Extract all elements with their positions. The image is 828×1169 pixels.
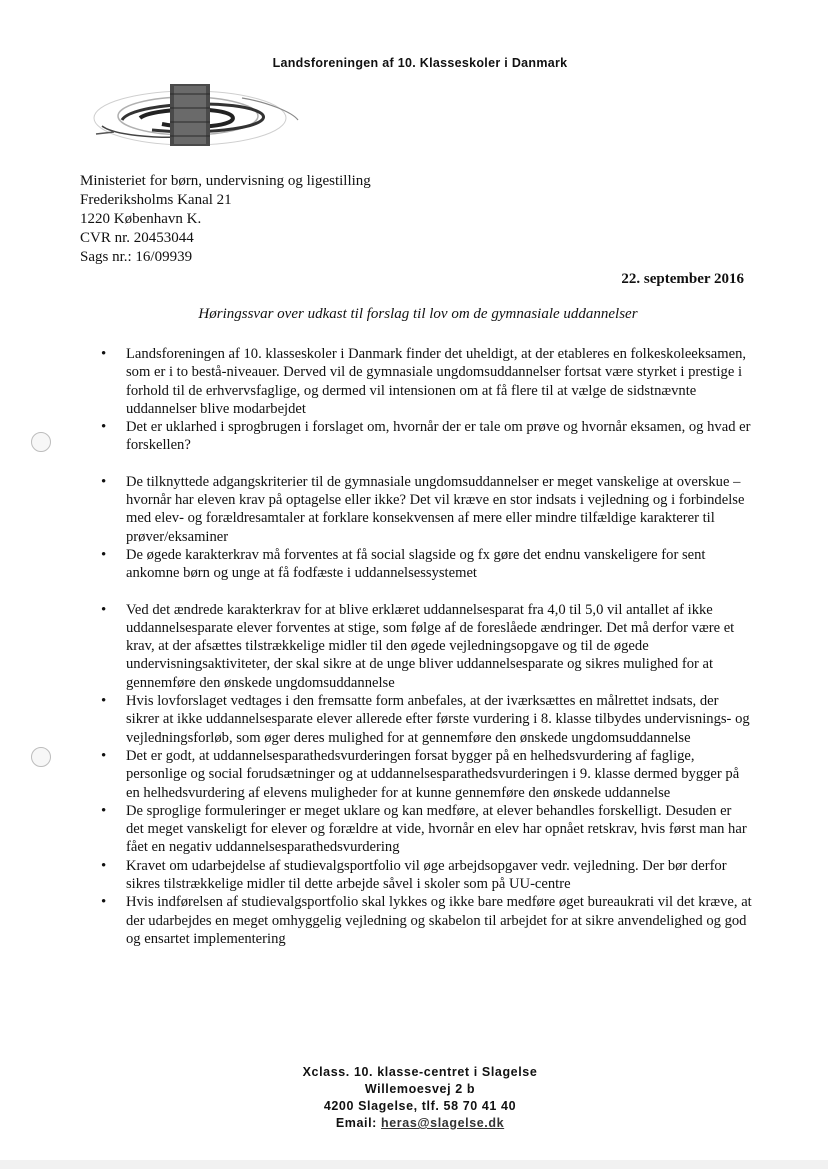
list-item: • De øgede karakterkrav må forventes at få social slagside og fx gøre det endnu vanskeligere for sent ankomne børn og unge at få fodfæste i uddannelsessystemet: [100, 546, 752, 583]
list-item: • Hvis lovforslaget vedtages i den fremsatte form anbefales, at der iværksættes en målrettet indsats, der sikrer at ikke uddannelsesparate elever allerede efter første vurdering i 8. klasse tilbydes undervisnings- og vejledningsforløb, som øger deres mulighed for at gennemføre den ønskede ungdomsuddannelse: [100, 692, 752, 747]
organization-header: Landsforeningen af 10. Klasseskoler i Danmark: [272, 56, 568, 70]
recipient-line: 1220 København K.: [80, 211, 202, 227]
letter-subject: Høringssvar over udkast til forslag til lov om de gymnasiale uddannelser: [198, 306, 638, 322]
list-item: • Landsforeningen af 10. klasseskoler i Danmark finder det uheldigt, at der etableres en folkeskoleeksamen, som er i to bestå-niveauer. Derved vil de gymnasiale ungdomsuddannelser fortsat være styrket i prestige i forhold til de erhvervsfaglige, og dermed vil intensionen om at få flere til at vælge de sidstnævnte uddannelser blive modarbejdet: [100, 345, 752, 418]
list-item: • Ved det ændrede karakterkrav for at blive erklæret uddannelsesparat fra 4,0 til 5,0 vil antallet af ikke uddannelsesparate elever forventes at stige, som følge af de foreslåede ændringer. Det må derfor være et krav, at der afsættes tilstrækkelige midler til den øgede vejledningsopgave og til de øgede undervisningsaktiviteter, der skal sikre at de unge bliver uddannelsesparate og sikres mulighed for at gennemføre den ønskede ungdomsuddannelse: [100, 601, 752, 692]
list-item: • Hvis indførelsen af studievalgsportfolio skal lykkes og ikke bare medføre øget bureaukrati vil det kræve, at der udarbejdes en meget omhyggelig vejledning og skabelon til arbejdet for at sikre anvendelighed og god og ensartet implementering: [100, 893, 752, 948]
recipient-address: [80, 172, 371, 267]
list-item: • De sproglige formuleringer er meget uklare og kan medføre, at elever behandles forskelligt. Desuden er det meget vanskeligt for elever og forældre at vide, hvornår en elev har opnået retskrav, hvis først man har fået en negativ uddannelsesparathedsvurdering: [100, 802, 752, 857]
letter-date: 22. september 2016: [621, 271, 744, 287]
list-item: • De tilknyttede adgangskriterier til de gymnasiale ungdomsuddannelser er meget vanskelige at overskue – hvornår har eleven krav på optagelse eller ikke? Det vil kræve en stor indsats i vejledning og i forbindelse med elev- og forældresamtaler at forklare konsekvensen af mere eller mindre tilfældige karakterer til prøver/eksaminer: [100, 473, 752, 546]
recipient-line: Ministeriet for børn, undervisning og ligestilling: [80, 173, 371, 189]
recipient-line: Sags nr.: 16/09939: [80, 249, 193, 265]
email-label: Email:: [335, 1116, 377, 1130]
page-bottom-edge: [0, 1160, 828, 1169]
recipient-line: Frederiksholms Kanal 21: [80, 192, 232, 208]
bullet-list: [100, 345, 752, 948]
footer-line: 4200 Slagelse, tlf. 58 70 41 40: [323, 1099, 517, 1113]
list-item: • Det er godt, at uddannelsesparathedsvurderingen forsat bygger på en helhedsvurdering af faglige, personlige og social forudsætninger og at uddannelsesparathedsvurderingen i 9. klasse dermed bygger på en helhedsvurdering af elevens muligheder for at kunne gennemføre den ønskede uddannelse: [100, 747, 752, 802]
footer-line: Willemoesvej 2 b: [364, 1082, 476, 1096]
list-item: • Kravet om udarbejdelse af studievalgsportfolio vil øge arbejdsopgaver vedr. vejledning. Der bør derfor sikres tilstrækkelige midler til dette arbejde såvel i skoler som på UU-centre: [100, 857, 752, 894]
swirl-logo-icon: [92, 74, 304, 154]
email-link[interactable]: heras@slagelse.dk: [381, 1116, 505, 1130]
list-item: • Det er uklarhed i sprogbrugen i forslaget om, hvornår der er tale om prøve og hvornår eksamen, og hvad er forskellen?: [100, 418, 752, 455]
punch-hole-icon: [31, 747, 51, 767]
footer-email-row: [12, 1115, 828, 1132]
footer-line: Xclass. 10. klasse-centret i Slagelse: [302, 1065, 538, 1079]
recipient-line: CVR nr. 20453044: [80, 230, 194, 246]
punch-hole-icon: [31, 432, 51, 452]
footer: [0, 1064, 828, 1132]
